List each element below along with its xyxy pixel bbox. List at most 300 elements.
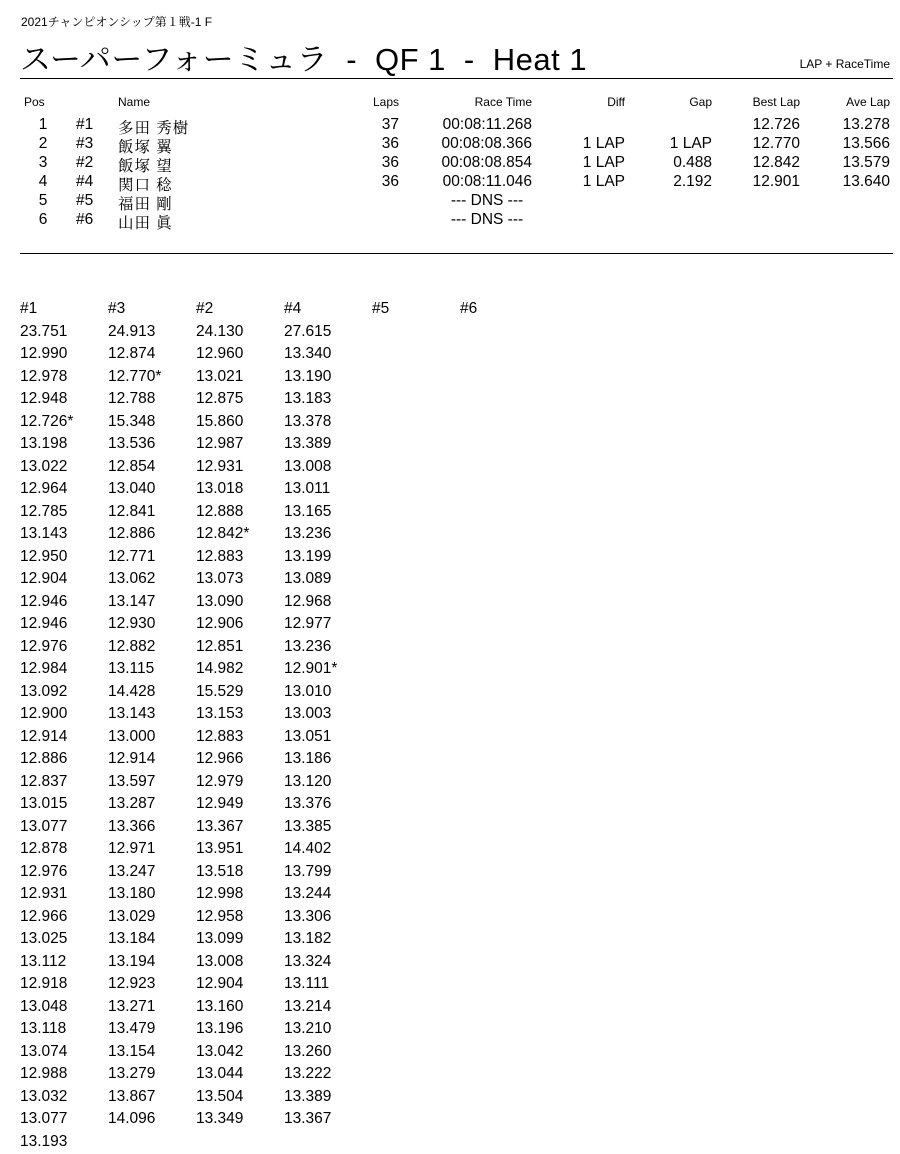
lap-time-empty — [460, 568, 548, 591]
lap-time-cell: 13.153 — [196, 705, 244, 722]
lap-time-empty — [460, 861, 548, 884]
lap-time-empty — [460, 883, 548, 906]
lap-row — [20, 433, 548, 456]
lap-time-cell: 13.089 — [284, 570, 332, 587]
result-ave-lap: 13.566 — [842, 135, 890, 152]
title-qf: QF 1 — [375, 42, 446, 77]
top-divider — [20, 78, 893, 79]
lap-time-cell: 13.536 — [108, 435, 156, 452]
title-separator: - — [463, 42, 475, 77]
lap-time-empty — [460, 433, 548, 456]
lap-row — [20, 703, 548, 726]
lap-time-cell: 12.949 — [196, 795, 244, 812]
lap-time-empty — [372, 793, 460, 816]
lap-row — [20, 1018, 548, 1041]
lap-time-cell: 13.118 — [20, 1020, 67, 1037]
lap-time-cell: 13.190 — [284, 367, 332, 385]
col-diff: Diff — [607, 95, 625, 109]
lap-time-cell: 13.389 — [284, 435, 332, 452]
lap-row — [20, 523, 548, 546]
lap-time-cell: 13.074 — [20, 1042, 68, 1060]
lap-time-empty — [372, 906, 460, 929]
lap-time-empty — [284, 1131, 372, 1154]
lap-col-header: #2 — [196, 300, 214, 317]
lap-row — [20, 501, 548, 524]
lap-row — [20, 793, 548, 816]
lap-time-cell: 13.244 — [284, 885, 332, 902]
lap-row — [20, 838, 548, 861]
lap-time-cell: 13.214 — [284, 997, 332, 1015]
lap-time-cell: 24.130 — [196, 322, 244, 340]
lap-time-empty — [460, 1018, 548, 1041]
lap-time-empty — [460, 1108, 548, 1131]
result-diff: 1 LAP — [582, 173, 625, 190]
lap-time-empty — [460, 388, 548, 411]
lap-time-empty — [372, 388, 460, 411]
lap-time-cell: 13.247 — [108, 862, 156, 880]
col-pos: Pos — [24, 95, 45, 109]
title-heat: Heat 1 — [492, 42, 588, 77]
result-laps: 36 — [381, 173, 399, 190]
lap-time-cell: 12.854 — [108, 457, 156, 475]
lap-time-cell: 12.886 — [20, 750, 68, 767]
result-row — [0, 173, 900, 194]
lap-time-cell: 13.099 — [196, 930, 244, 947]
lap-time-cell: 13.378 — [284, 412, 332, 430]
lap-time-cell: 12.726* — [20, 412, 74, 430]
lap-col-header: #6 — [460, 300, 478, 317]
lap-time-cell: 13.040 — [108, 480, 156, 497]
lap-time-cell: 14.402 — [284, 840, 332, 857]
lap-time-empty — [460, 613, 548, 636]
lap-times-table — [20, 298, 548, 1153]
col-ave-lap: Ave Lap — [846, 95, 890, 109]
lap-time-cell: 12.964 — [20, 480, 68, 497]
result-car-number: #2 — [76, 154, 94, 171]
lap-time-cell: 13.154 — [108, 1042, 156, 1060]
lap-row — [20, 1086, 548, 1109]
result-laps: 37 — [381, 116, 399, 133]
lap-time-empty — [196, 1131, 284, 1154]
lap-row — [20, 658, 548, 681]
lap-time-cell: 24.913 — [108, 322, 156, 340]
lap-time-cell: 13.180 — [108, 885, 156, 902]
lap-time-cell: 12.966 — [196, 750, 244, 767]
lap-row — [20, 366, 548, 389]
lap-time-empty — [372, 771, 460, 794]
lap-time-cell: 13.198 — [20, 435, 68, 452]
lap-time-empty — [460, 681, 548, 704]
lap-row — [20, 861, 548, 884]
lap-time-cell: 13.186 — [284, 750, 332, 767]
result-car-number: #6 — [76, 211, 94, 228]
lap-row — [20, 748, 548, 771]
lap-time-empty — [372, 861, 460, 884]
lap-time-cell: 12.914 — [20, 727, 68, 745]
lap-time-cell: 12.904 — [196, 975, 244, 992]
lap-time-empty — [372, 726, 460, 749]
lap-time-cell: 12.771 — [108, 547, 156, 565]
lap-time-empty — [460, 906, 548, 929]
lap-time-cell: 12.979 — [196, 772, 244, 790]
lap-time-empty — [460, 1086, 548, 1109]
subtitle: 2021チャンピオンシップ第１戦-1 F — [21, 15, 213, 29]
result-driver-name: 福田 剛 — [118, 196, 173, 213]
result-row — [0, 192, 900, 213]
result-best-lap: 12.726 — [752, 116, 800, 133]
lap-time-cell: 12.930 — [108, 615, 156, 632]
lap-row — [20, 343, 548, 366]
lap-time-empty — [372, 321, 460, 344]
lap-time-cell: 13.025 — [20, 930, 68, 947]
lap-time-cell: 13.287 — [108, 795, 156, 812]
lap-time-empty — [372, 658, 460, 681]
bottom-divider — [20, 253, 893, 254]
lap-time-empty — [460, 501, 548, 524]
lap-time-cell: 13.048 — [20, 997, 68, 1015]
result-pos: 3 — [38, 154, 48, 171]
lap-row — [20, 388, 548, 411]
col-laps: Laps — [372, 95, 399, 109]
lap-time-cell: 13.385 — [284, 817, 332, 835]
result-diff: 1 LAP — [582, 135, 625, 152]
lap-time-cell: 12.990 — [20, 345, 68, 362]
lap-time-cell: 13.340 — [284, 345, 332, 362]
lap-time-cell: 12.874 — [108, 345, 156, 362]
lap-time-cell: 13.022 — [20, 457, 68, 475]
lap-time-cell: 12.904 — [20, 570, 68, 587]
lap-time-cell: 13.160 — [196, 997, 244, 1015]
lap-time-cell: 15.348 — [108, 412, 156, 430]
lap-time-cell: 13.015 — [20, 795, 68, 812]
lap-time-cell: 12.978 — [20, 367, 68, 385]
lap-time-cell: 12.906 — [196, 615, 244, 632]
lap-time-cell: 12.842* — [196, 525, 250, 542]
lap-time-cell: 13.349 — [196, 1110, 244, 1127]
result-pos: 2 — [38, 135, 48, 152]
result-ave-lap: 13.278 — [842, 116, 890, 133]
lap-time-empty — [372, 591, 460, 614]
lap-time-cell: 12.998 — [196, 885, 244, 902]
lap-time-empty — [460, 366, 548, 389]
lap-row — [20, 771, 548, 794]
lap-time-empty — [460, 591, 548, 614]
lap-time-cell: 13.165 — [284, 502, 332, 520]
lap-time-empty — [372, 883, 460, 906]
title-separator: - — [346, 42, 358, 77]
result-best-lap: 12.770 — [752, 135, 800, 152]
lap-time-cell: 13.199 — [284, 547, 332, 565]
lap-time-empty — [460, 1041, 548, 1064]
lap-time-cell: 13.182 — [284, 930, 332, 947]
lap-time-cell: 13.306 — [284, 907, 332, 925]
lap-col-header: #3 — [108, 300, 126, 317]
result-pos: 1 — [38, 116, 48, 133]
lap-time-cell: 13.062 — [108, 570, 156, 587]
lap-time-cell: 13.597 — [108, 772, 156, 790]
lap-row — [20, 883, 548, 906]
result-best-lap: 12.901 — [752, 173, 800, 190]
lap-row — [20, 636, 548, 659]
lap-time-cell: 13.147 — [108, 592, 156, 610]
lap-row — [20, 456, 548, 479]
lap-time-cell: 15.529 — [196, 682, 244, 700]
result-driver-name: 関口 稔 — [118, 177, 173, 194]
lap-row — [20, 1041, 548, 1064]
lap-time-cell: 13.120 — [284, 772, 332, 790]
lap-time-cell: 13.029 — [108, 907, 156, 925]
result-row — [0, 211, 900, 232]
lap-row — [20, 1131, 548, 1154]
lap-time-cell: 13.143 — [20, 525, 68, 542]
lap-time-cell: 12.837 — [20, 772, 68, 790]
lap-time-empty — [460, 726, 548, 749]
col-best-lap: Best Lap — [752, 95, 800, 109]
result-gap: 0.488 — [673, 154, 712, 171]
lap-time-cell: 13.236 — [284, 637, 332, 655]
lap-time-cell: 13.951 — [196, 840, 244, 857]
lap-time-cell: 13.011 — [284, 480, 331, 497]
lap-time-cell: 12.984 — [20, 660, 68, 677]
lap-time-empty — [108, 1131, 196, 1154]
lap-time-empty — [460, 973, 548, 996]
lap-time-cell: 15.860 — [196, 412, 244, 430]
result-laps: 36 — [381, 135, 399, 152]
lap-row — [20, 546, 548, 569]
lap-time-empty — [372, 816, 460, 839]
lap-time-empty — [460, 456, 548, 479]
result-status: --- DNS --- — [450, 211, 524, 228]
lap-time-cell: 12.875 — [196, 390, 244, 407]
result-ave-lap: 13.579 — [842, 154, 890, 171]
lap-time-cell: 27.615 — [284, 322, 332, 340]
lap-time-empty — [460, 658, 548, 681]
result-driver-name: 飯塚 望 — [118, 158, 173, 175]
lap-time-cell: 13.183 — [284, 390, 332, 407]
lap-row — [20, 1108, 548, 1131]
lap-time-cell: 13.092 — [20, 682, 68, 700]
lap-time-cell: 13.010 — [284, 682, 332, 700]
lap-time-cell: 12.788 — [108, 390, 156, 407]
lap-time-cell: 12.918 — [20, 975, 68, 992]
lap-time-empty — [372, 1041, 460, 1064]
lap-time-cell: 12.888 — [196, 502, 244, 520]
lap-row — [20, 951, 548, 974]
lap-time-empty — [372, 636, 460, 659]
result-laps: 36 — [381, 154, 399, 171]
lap-time-cell: 13.367 — [196, 817, 244, 835]
lap-time-empty — [372, 501, 460, 524]
lap-time-cell: 14.096 — [108, 1110, 156, 1127]
lap-time-empty — [460, 771, 548, 794]
lap-table-header — [20, 298, 548, 321]
lap-row — [20, 996, 548, 1019]
lap-time-cell: 12.851 — [196, 637, 244, 655]
result-best-lap: 12.842 — [752, 154, 800, 171]
lap-time-empty — [460, 838, 548, 861]
result-car-number: #1 — [76, 116, 94, 133]
lap-time-empty — [372, 838, 460, 861]
lap-time-cell: 13.008 — [284, 457, 332, 475]
lap-row — [20, 681, 548, 704]
lap-time-empty — [460, 411, 548, 434]
lap-time-cell: 12.914 — [108, 750, 156, 767]
lap-time-cell: 13.324 — [284, 952, 332, 970]
result-row — [0, 135, 900, 156]
lap-time-cell: 13.051 — [284, 727, 332, 745]
lap-row — [20, 591, 548, 614]
result-driver-name: 飯塚 翼 — [118, 139, 173, 156]
lap-time-cell: 12.976 — [20, 637, 68, 655]
lap-time-empty — [460, 1131, 548, 1154]
lap-time-empty — [372, 546, 460, 569]
lap-row — [20, 816, 548, 839]
lap-time-cell: 12.883 — [196, 727, 244, 745]
result-car-number: #3 — [76, 135, 94, 152]
lap-time-cell: 12.946 — [20, 615, 68, 632]
lap-time-empty — [460, 321, 548, 344]
lap-time-cell: 12.770* — [108, 367, 162, 385]
lap-time-cell: 12.900 — [20, 705, 68, 722]
lap-row — [20, 928, 548, 951]
lap-time-empty — [372, 748, 460, 771]
lap-time-empty — [372, 1063, 460, 1086]
lap-time-empty — [372, 1086, 460, 1109]
lap-time-cell: 13.115 — [108, 660, 155, 677]
lap-time-cell: 13.518 — [196, 862, 244, 880]
lap-time-cell: 13.799 — [284, 862, 332, 880]
title-main: スーパーフォーミュラ — [20, 42, 329, 77]
lap-row — [20, 321, 548, 344]
lap-time-empty — [372, 433, 460, 456]
lap-time-empty — [372, 523, 460, 546]
lap-col-header: #4 — [284, 300, 302, 317]
lap-time-empty — [372, 1131, 460, 1154]
lap-time-cell: 12.968 — [284, 592, 332, 610]
lap-row — [20, 906, 548, 929]
result-row — [0, 154, 900, 175]
lap-time-cell: 12.958 — [196, 907, 244, 925]
lap-time-cell: 13.077 — [20, 1110, 68, 1127]
lap-row — [20, 1063, 548, 1086]
lap-time-cell: 13.032 — [20, 1087, 68, 1105]
lap-time-empty — [372, 478, 460, 501]
lap-time-cell: 13.077 — [20, 817, 68, 835]
lap-time-empty — [460, 748, 548, 771]
result-status: --- DNS --- — [450, 192, 524, 209]
lap-time-empty — [460, 636, 548, 659]
lap-time-cell: 13.504 — [196, 1087, 244, 1105]
lap-time-cell: 12.948 — [20, 390, 68, 407]
lap-time-empty — [460, 996, 548, 1019]
lap-time-empty — [372, 951, 460, 974]
lap-time-cell: 13.236 — [284, 525, 332, 542]
lap-time-cell: 12.946 — [20, 592, 68, 610]
lap-time-cell: 12.971 — [108, 840, 156, 857]
result-driver-name: 多田 秀樹 — [118, 120, 190, 137]
results-header — [0, 95, 900, 113]
result-car-number: #5 — [76, 192, 94, 209]
result-row — [0, 116, 900, 137]
lap-row — [20, 411, 548, 434]
lap-time-empty — [460, 703, 548, 726]
col-gap: Gap — [689, 95, 712, 109]
lap-time-empty — [372, 1108, 460, 1131]
lap-time-cell: 12.883 — [196, 547, 244, 565]
lap-time-cell: 12.931 — [196, 457, 244, 475]
lap-time-cell: 13.271 — [108, 997, 156, 1015]
result-gap: 1 LAP — [669, 135, 712, 152]
lap-time-cell: 13.008 — [196, 952, 244, 970]
lap-time-cell: 13.376 — [284, 795, 332, 812]
lap-time-empty — [460, 928, 548, 951]
lap-time-cell: 12.886 — [108, 525, 156, 542]
result-gap: 2.192 — [673, 173, 712, 190]
lap-time-empty — [460, 1063, 548, 1086]
lap-time-cell: 13.000 — [108, 727, 156, 745]
lap-time-empty — [460, 523, 548, 546]
lap-time-cell: 12.966 — [20, 907, 68, 925]
lap-time-cell: 12.960 — [196, 345, 244, 362]
lap-time-empty — [372, 343, 460, 366]
lap-time-empty — [372, 568, 460, 591]
lap-time-empty — [460, 793, 548, 816]
lap-time-cell: 13.143 — [108, 705, 156, 722]
lap-row — [20, 613, 548, 636]
lap-time-empty — [460, 546, 548, 569]
lap-time-cell: 13.194 — [108, 952, 156, 970]
lap-time-empty — [372, 366, 460, 389]
lap-time-cell: 13.367 — [284, 1110, 332, 1127]
lap-time-cell: 12.882 — [108, 637, 156, 655]
lap-time-empty — [372, 411, 460, 434]
lap-time-empty — [460, 478, 548, 501]
lap-time-cell: 12.923 — [108, 975, 156, 992]
lap-time-cell: 14.982 — [196, 660, 244, 677]
lap-time-empty — [372, 681, 460, 704]
lap-time-cell: 14.428 — [108, 682, 156, 700]
result-pos: 4 — [38, 173, 48, 190]
lap-time-empty — [372, 613, 460, 636]
lap-row — [20, 726, 548, 749]
lap-time-cell: 13.389 — [284, 1087, 332, 1105]
result-diff: 1 LAP — [582, 154, 625, 171]
lap-time-cell: 12.901* — [284, 660, 338, 677]
result-car-number: #4 — [76, 173, 94, 190]
lap-time-cell: 12.785 — [20, 502, 68, 520]
lap-time-cell: 13.260 — [284, 1042, 332, 1060]
lap-time-cell: 13.366 — [108, 817, 156, 835]
lap-time-cell: 13.479 — [108, 1020, 156, 1037]
lap-time-empty — [460, 343, 548, 366]
lap-time-empty — [372, 456, 460, 479]
lap-time-cell: 12.841 — [108, 502, 156, 520]
lap-time-cell: 13.867 — [108, 1087, 156, 1105]
col-name: Name — [118, 95, 151, 109]
result-pos: 6 — [38, 211, 48, 228]
lap-time-cell: 13.021 — [196, 367, 244, 385]
lap-time-empty — [372, 928, 460, 951]
mode-label: LAP + RaceTime — [799, 57, 890, 71]
lap-time-cell: 12.950 — [20, 547, 68, 565]
lap-time-cell: 13.003 — [284, 705, 332, 722]
lap-time-cell: 12.931 — [20, 885, 68, 902]
result-race-time: 00:08:11.268 — [442, 116, 532, 133]
lap-time-cell: 13.184 — [108, 930, 156, 947]
lap-time-cell: 13.090 — [196, 592, 244, 610]
result-race-time: 00:08:08.854 — [441, 154, 532, 171]
lap-time-empty — [372, 1018, 460, 1041]
